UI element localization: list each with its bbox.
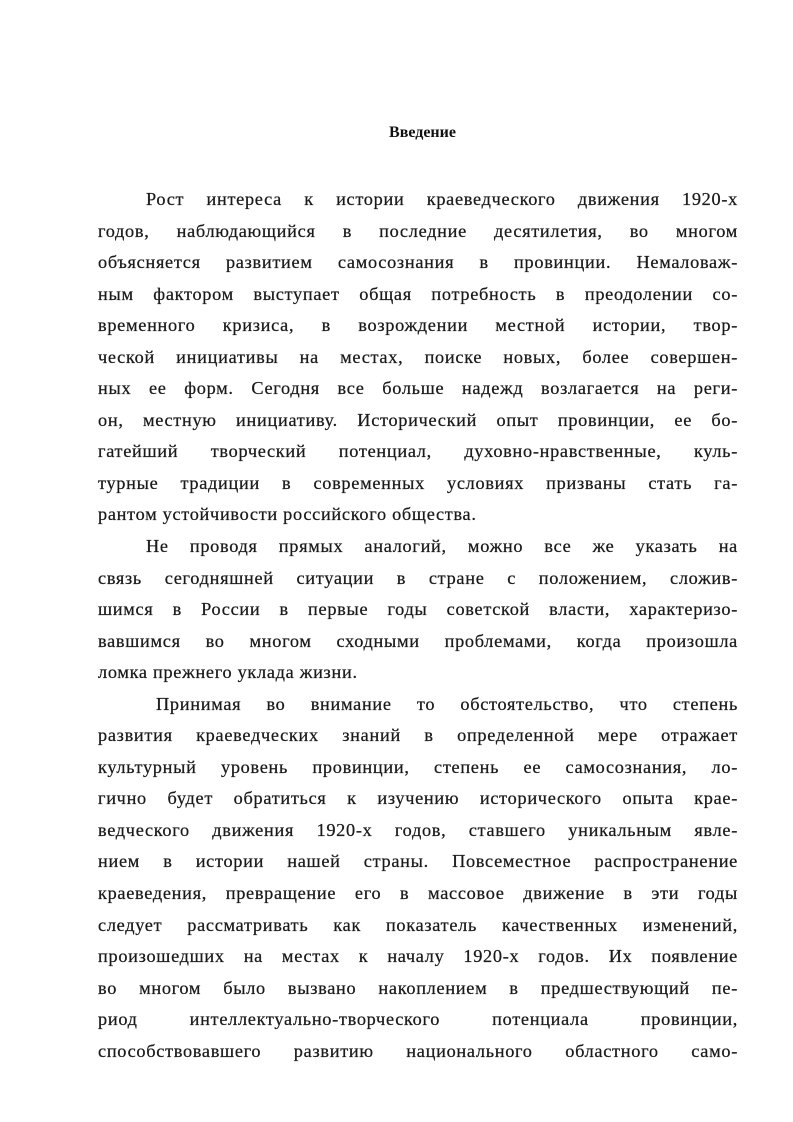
text-line: следует рассматривать как показатель качественных изменений, — [98, 914, 738, 935]
text-line: временного кризиса, в возрождении местной истории, твор- — [98, 315, 738, 336]
text-line: гатейший творческий потенциал, духовно-нравственные, куль- — [98, 441, 738, 462]
body-text — [98, 184, 738, 1067]
text-line: Не проводя прямых аналогий, можно все же указать на — [146, 536, 738, 557]
text-line: нием в истории нашей страны. Повсеместное распространение — [98, 851, 738, 872]
text-line: развития краеведческих знаний в определенной мере отражает — [98, 725, 738, 746]
text-line: ческой инициативы на местах, поиске новых, более совершен- — [98, 346, 738, 367]
text-line: риод интеллектуально-творческого потенциала провинции, — [98, 1009, 738, 1030]
text-line: вавшимся во многом сходными проблемами, когда произошла — [98, 630, 738, 651]
text-line: он, местную инициативу. Исторический опыт провинции, ее бо- — [98, 409, 738, 430]
text-line: Принимая во внимание то обстоятельство, что степень — [156, 693, 738, 714]
text-line: ломка прежнего уклада жизни. — [98, 662, 358, 683]
text-line: гично будет обратиться к изучению исторического опыта крае- — [98, 788, 738, 809]
text-line: ных ее форм. Сегодня все больше надежд возлагается на реги- — [98, 378, 738, 399]
text-line: Рост интереса к истории краеведческого движения 1920-х — [146, 189, 738, 209]
text-line: культурный уровень провинции, степень ее самосознания, ло- — [98, 756, 738, 777]
text-line: объясняется развитием самосознания в провинции. Немаловаж- — [98, 252, 738, 273]
text-line: во многом было вызвано накоплением в предшествующий пе- — [98, 977, 738, 998]
text-line: годов, наблюдающийся в последние десятилетия, во многом — [98, 220, 738, 241]
text-line: ведческого движения 1920-х годов, ставшего уникальным явле- — [98, 819, 738, 840]
page-title: Введение — [389, 124, 456, 141]
text-line: турные традиции в современных условиях призваны стать га- — [98, 472, 738, 493]
text-line: рантом устойчивости российского общества. — [98, 504, 477, 525]
text-line: ным фактором выступает общая потребность в преодолении со- — [98, 283, 738, 304]
text-line: краеведения, превращение его в массовое движение в эти годы — [98, 883, 738, 904]
text-line: шимся в России в первые годы советской власти, характеризо- — [98, 599, 738, 620]
text-line: способствовавшего развитию национального областного само- — [98, 1040, 738, 1061]
text-line: произошедших на местах к началу 1920-х годов. Их появление — [98, 946, 738, 967]
text-line: связь сегодняшней ситуации в стране с положением, сложив- — [98, 567, 738, 588]
